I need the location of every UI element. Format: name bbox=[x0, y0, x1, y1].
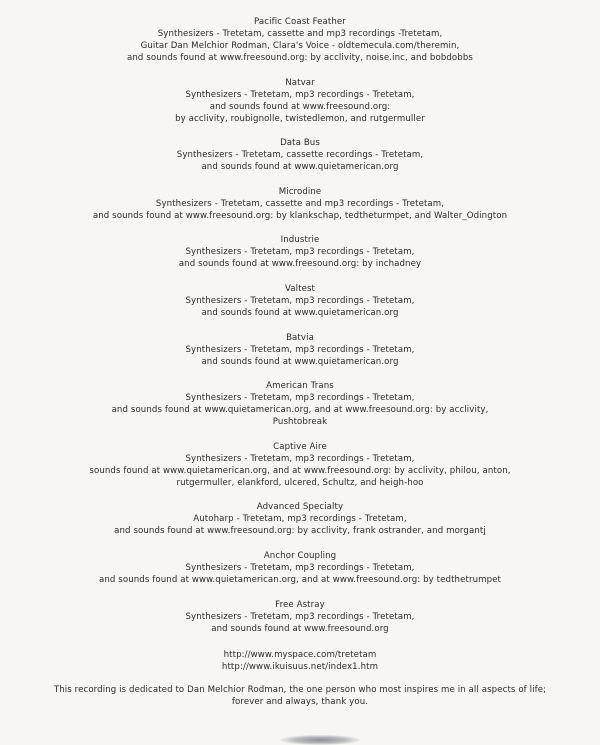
credit-line: and sounds found at www.freesound.org: by acclivity, frank ostrander, and morgantj bbox=[114, 526, 486, 537]
credit-line: Synthesizers - Tretetam, mp3 recordings - Tretetam, bbox=[185, 344, 415, 355]
credit-line: Synthesizers - Tretetam, mp3 recordings - Tretetam, bbox=[185, 611, 415, 622]
credit-line: Synthesizers - Tretetam, cassette and mp3 recordings -Tretetam, bbox=[157, 29, 443, 39]
track-credit bbox=[0, 77, 600, 125]
ikuisuus-link: http://www.ikuisuus.net/index1.htm bbox=[221, 661, 379, 672]
credit-line: Synthesizers - Tretetam, cassette recordings - Tretetam, bbox=[176, 150, 424, 161]
credit-line: Synthesizers - Tretetam, mp3 recordings - Tretetam, bbox=[185, 89, 415, 100]
credit-line: and sounds found at www.quietamerican.org, and at www.freesound.org: by tedthetrumpet bbox=[98, 574, 502, 585]
track-credit bbox=[0, 186, 600, 222]
credit-line: and sounds found at www.freesound.org: by acclivity, noise.inc, and bobdobbs bbox=[127, 53, 473, 63]
track-title: Data Bus bbox=[280, 138, 320, 149]
credit-line: Synthesizers - Tretetam, mp3 recordings - Tretetam, bbox=[185, 295, 415, 306]
credit-line: Pushtobreak bbox=[272, 417, 328, 428]
credit-line: rutgermuller, elankford, ulcered, Schultz, and heigh-hoo bbox=[176, 477, 424, 488]
credit-line: and sounds found at www.quietamerican.org, and at www.freesound.org: by acclivity, bbox=[111, 405, 489, 416]
credit-line: and sounds found at www.freesound.org: bbox=[209, 101, 391, 112]
credit-line: and sounds found at www.freesound.org: by klankschap, tedtheturmpet, and Walter_Odington bbox=[92, 210, 508, 221]
credit-line: and sounds found at www.quietamerican.org bbox=[201, 162, 399, 173]
track-title: Anchor Coupling bbox=[263, 550, 337, 561]
credit-line: and sounds found at www.quietamerican.org bbox=[201, 307, 399, 318]
track-credit bbox=[0, 550, 600, 586]
dedication-line: This recording is dedicated to Dan Melchior Rodman, the one person who most inspires me in all aspects of life; bbox=[53, 684, 547, 695]
track-title: Industrie bbox=[280, 235, 320, 246]
track-title: Batvia bbox=[286, 332, 314, 343]
credit-line: Synthesizers - Tretetam, mp3 recordings - Tretetam, bbox=[185, 247, 415, 258]
credit-line: and sounds found at www.quietamerican.org bbox=[201, 356, 399, 367]
track-credit bbox=[0, 380, 600, 428]
track-title: Free Astray bbox=[275, 599, 325, 610]
track-credit bbox=[0, 501, 600, 537]
track-credit bbox=[0, 283, 600, 319]
track-credit bbox=[0, 599, 600, 635]
credit-line: Autoharp - Tretetam, mp3 recordings - Tretetam, bbox=[193, 514, 407, 525]
credit-line: Synthesizers - Tretetam, mp3 recordings - Tretetam, bbox=[185, 453, 415, 464]
track-credit bbox=[0, 16, 600, 64]
credit-line: and sounds found at www.freesound.org: by inchadney bbox=[178, 259, 422, 270]
credit-line: Synthesizers - Tretetam, mp3 recordings - Tretetam, bbox=[185, 393, 415, 404]
credit-line: sounds found at www.quietamerican.org, and at www.freesound.org: by acclivity, philou, anton, bbox=[89, 465, 511, 476]
track-title: American Trans bbox=[266, 381, 334, 392]
myspace-link: http://www.myspace.com/tretetam bbox=[223, 649, 377, 660]
track-credit bbox=[0, 441, 600, 489]
liner-notes bbox=[0, 16, 600, 708]
track-title: Natvar bbox=[285, 77, 315, 88]
scan-smudge bbox=[280, 735, 360, 745]
track-title: Valtest bbox=[284, 283, 316, 294]
track-credit bbox=[0, 234, 600, 270]
track-credit bbox=[0, 137, 600, 173]
track-title: Captive Aire bbox=[273, 441, 327, 452]
track-title: Pacific Coast Feather bbox=[254, 17, 346, 27]
credit-line: and sounds found at www.freesound.org bbox=[211, 623, 389, 634]
credit-line: Synthesizers - Tretetam, cassette and mp3 recordings - Tretetam, bbox=[155, 198, 445, 209]
dedication-line: forever and always, thank you. bbox=[231, 696, 369, 707]
track-title: Microdine bbox=[278, 186, 322, 197]
credit-line: Guitar Dan Melchior Rodman, Clara's Voice - oldtemecula.com/theremin, bbox=[140, 41, 460, 51]
track-title: Advanced Specialty bbox=[256, 502, 344, 513]
web-links bbox=[0, 649, 600, 673]
dedication bbox=[0, 684, 600, 708]
credit-line: by acclivity, roubignolle, twistedlemon, and rutgermuller bbox=[175, 113, 425, 124]
track-credit bbox=[0, 332, 600, 368]
credit-line: Synthesizers - Tretetam, mp3 recordings - Tretetam, bbox=[185, 562, 415, 573]
